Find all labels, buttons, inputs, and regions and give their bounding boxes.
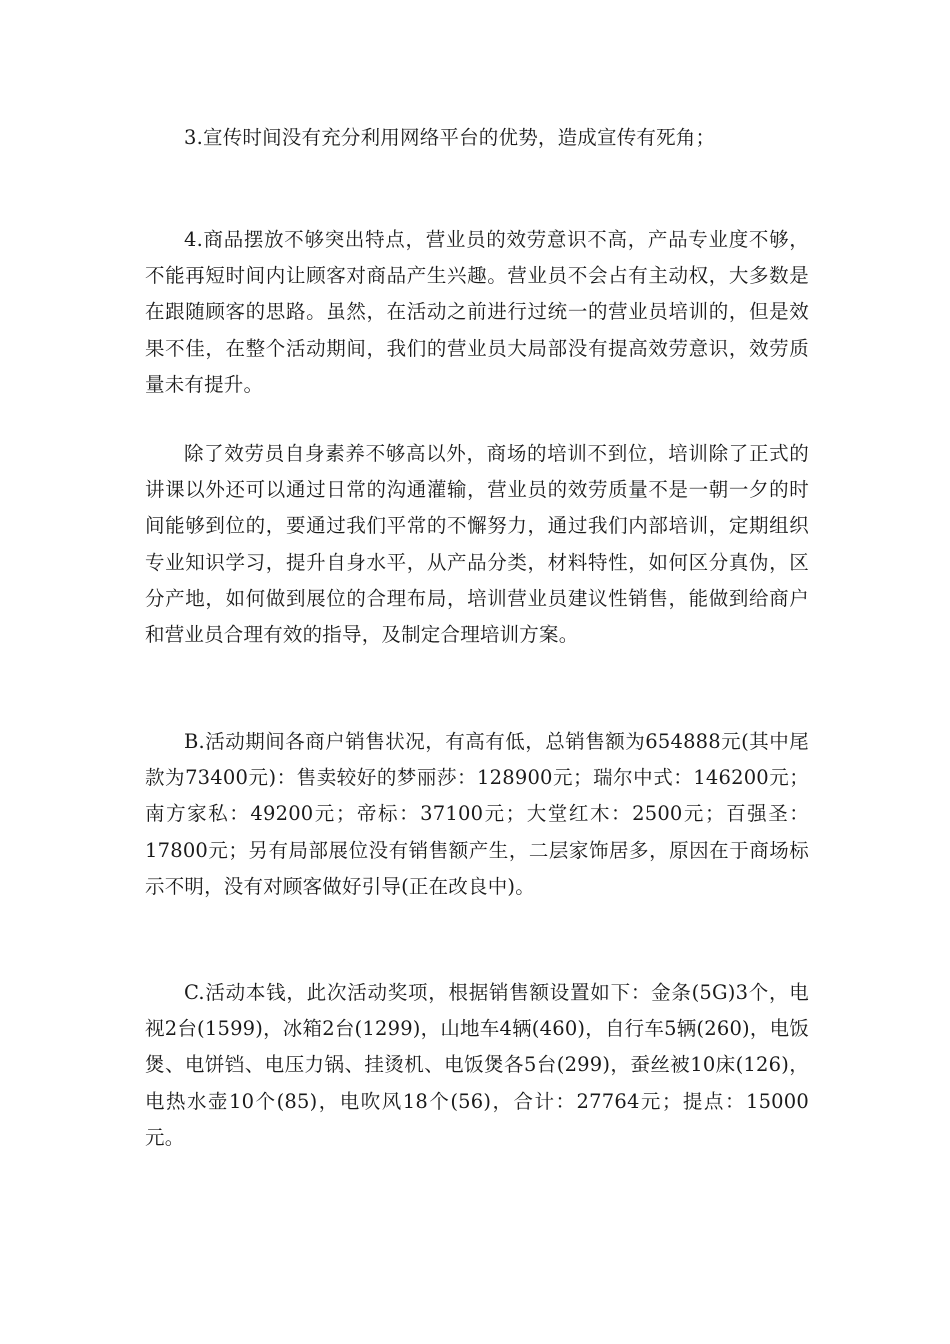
- paragraph-publicity-timing: 3.宣传时间没有充分利用网络平台的优势，造成宣传有死角；: [184, 126, 716, 149]
- paragraph-staff-training: 除了效劳员自身素养不够高以外，商场的培训不到位，培训除了正式的讲课以外还可以通过日常的沟通灌输，营业员的效劳质量不是一朝一夕的时间能够到位的，要通过我们平常的不懈努力，通过我们内部培训，定期组织专业知识学习，提升自身水平，从产品分类，材料特性，如何区分真伪，区分产地，如何做到展位的合理布局，培训营业员建议性销售，能做到给商户和营业员合理有效的指导，及制定合理培训方案。: [145, 442, 809, 647]
- paragraph-activity-cost: C.活动本钱，此次活动奖项，根据销售额设置如下：金条(5G)3个，电视2台(1599)，冰箱2台(1299)，山地车4辆(460)，自行车5辆(260)，电饭煲、电饼铛、电压力锅、挂烫机、电饭煲各5台(299)，蚕丝被10床(126)，电热水壶10个(85)，电吹风18个(56)，合计：27764元；提点：15000元。: [145, 981, 809, 1149]
- paragraph-product-display-service: 4.商品摆放不够突出特点，营业员的效劳意识不高，产品专业度不够，不能再短时间内让顾客对商品产生兴趣。营业员不会占有主动权，大多数是在跟随顾客的思路。虽然，在活动之前进行过统一的营业员培训的，但是效果不佳，在整个活动期间，我们的营业员大局部没有提高效劳意识，效劳质量未有提升。: [145, 228, 809, 396]
- paragraph-merchant-sales: B.活动期间各商户销售状况，有高有低，总销售额为654888元(其中尾款为73400元)：售卖较好的梦丽莎：128900元；瑞尔中式：146200元；南方家私：49200元；帝标：37100元；大堂红木：2500元；百强圣：17800元；另有局部展位没有销售额产生，二层家饰居多，原因在于商场标示不明，没有对顾客做好引导(正在改良中)。: [145, 730, 809, 898]
